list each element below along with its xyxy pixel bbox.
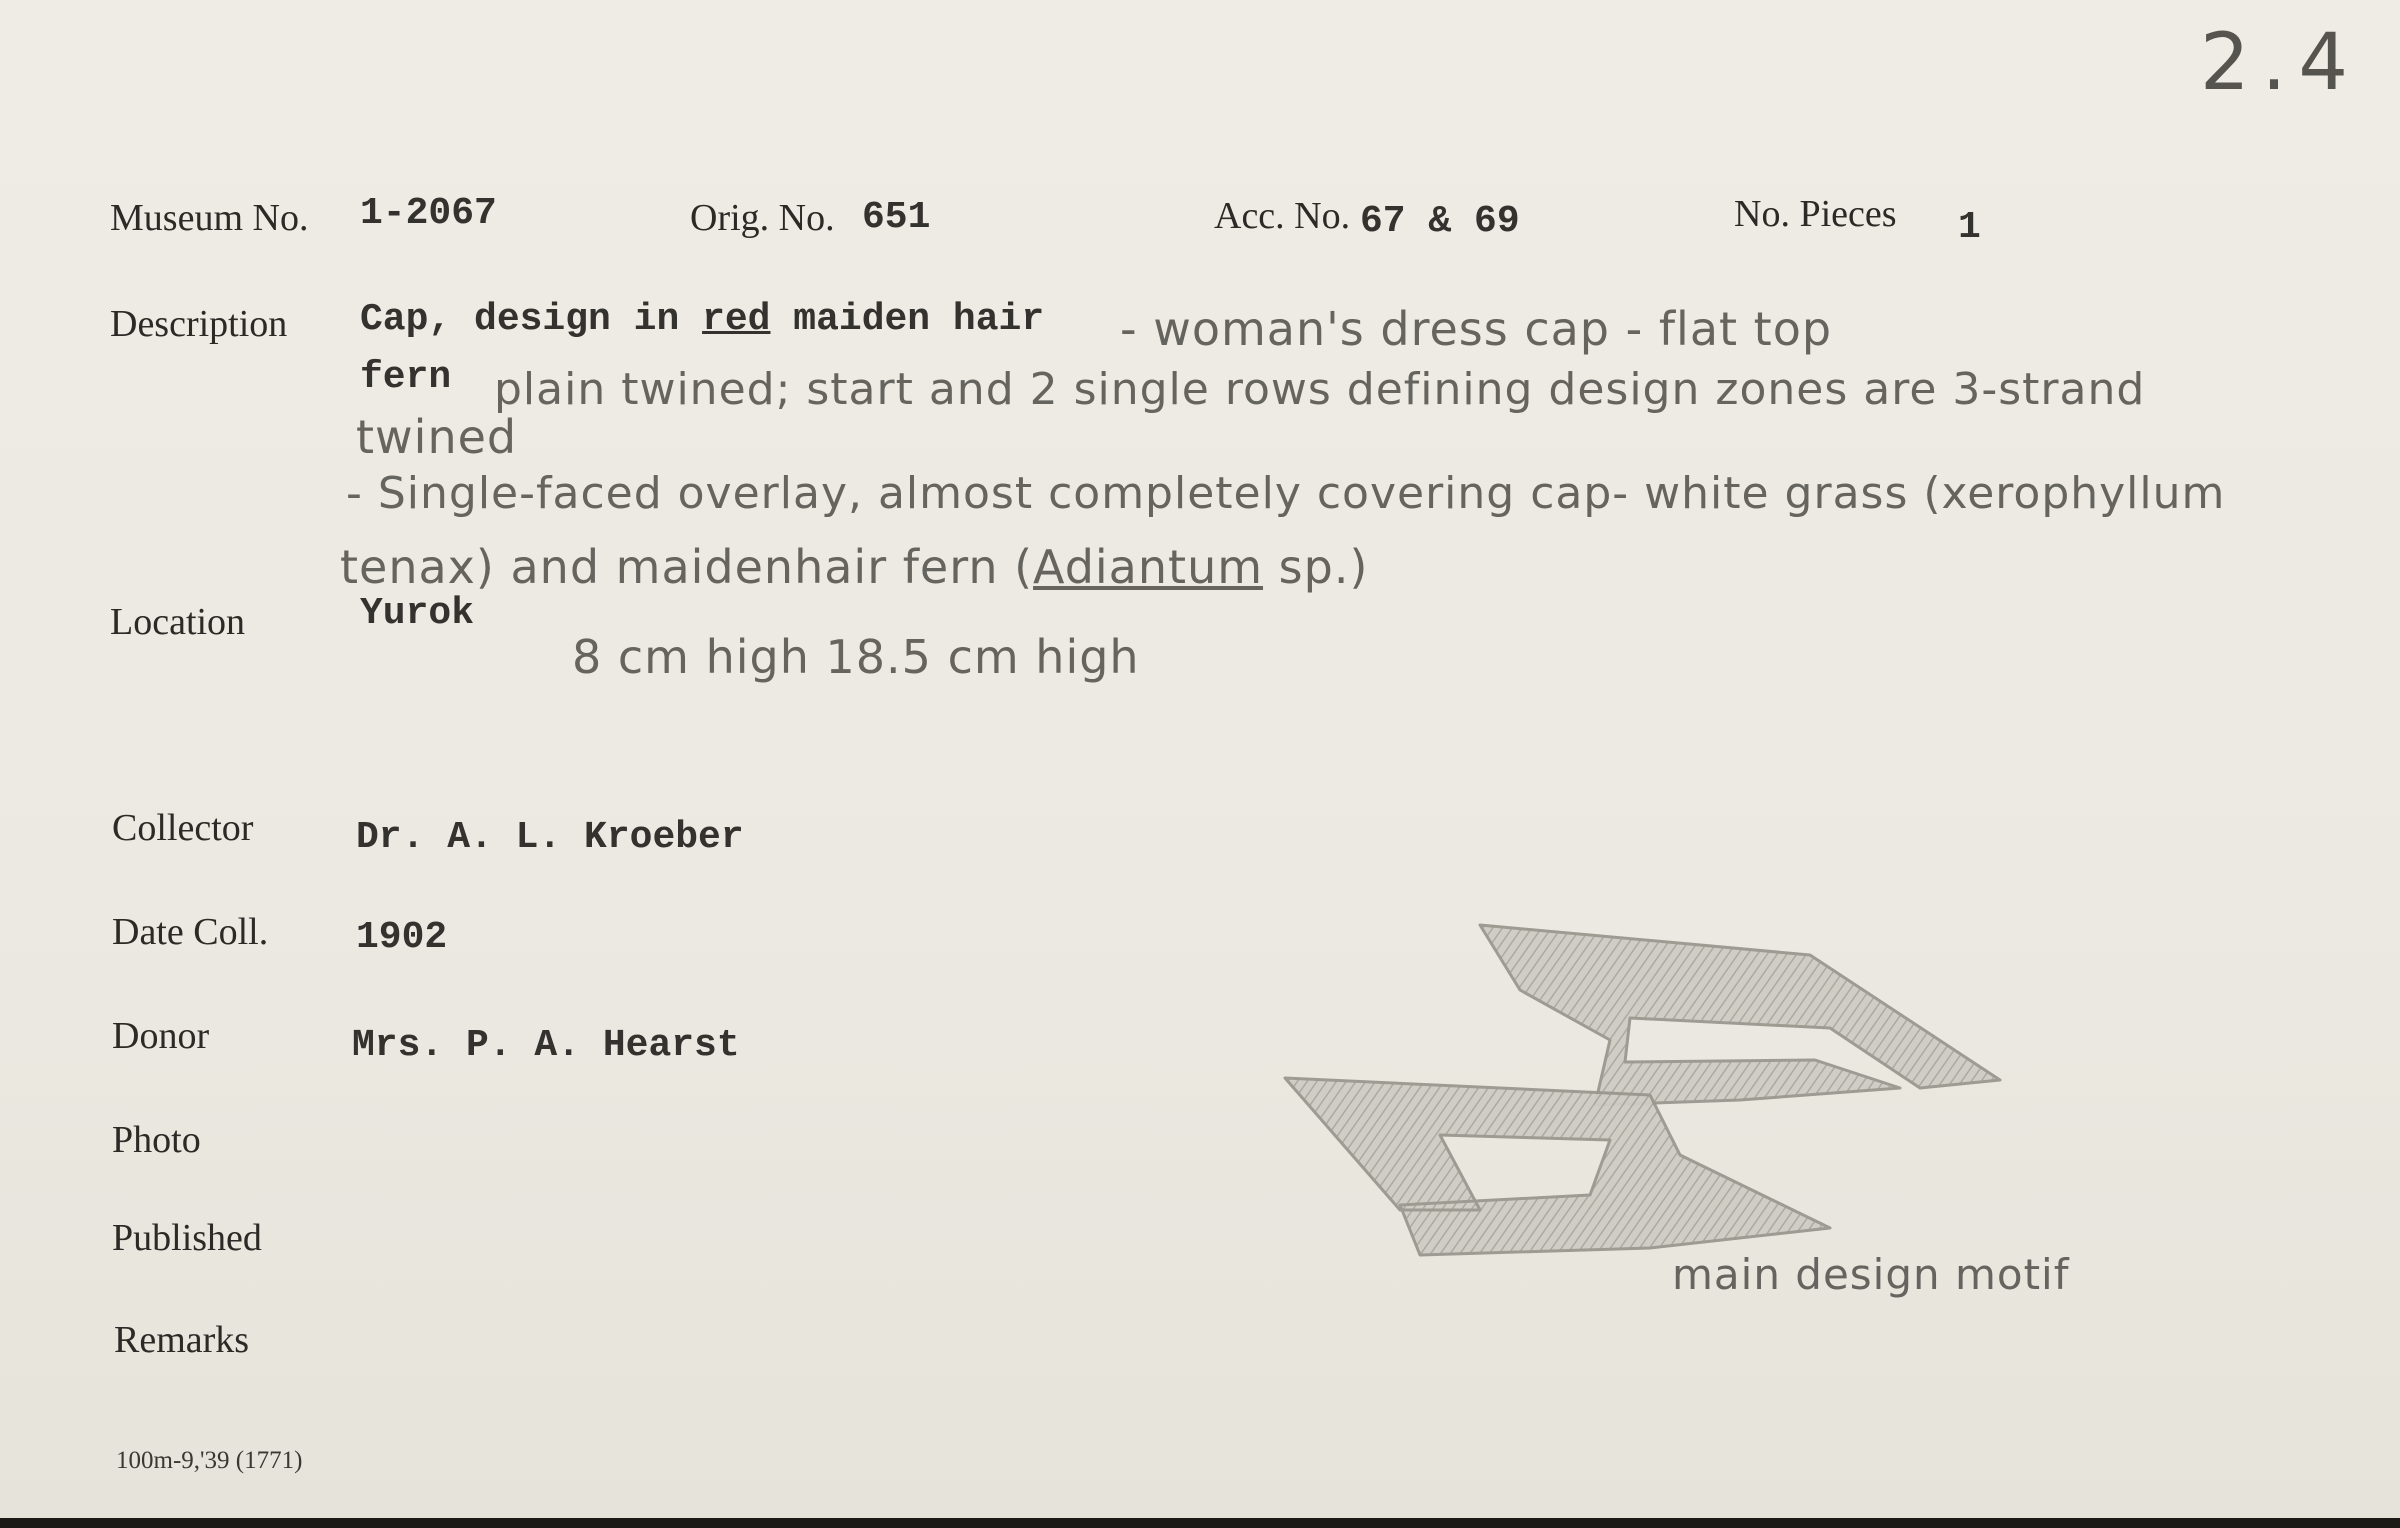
description-typed-line1-a: Cap, design in	[360, 298, 703, 341]
description-hand-line2: plain twined; start and 2 single rows defining design zones are 3-strand	[494, 364, 2146, 415]
collector-label: Collector	[112, 807, 254, 849]
description-hand-line5	[340, 540, 1368, 594]
description-hand-line4: - Single-faced overlay, almost completely covering cap- white grass (xerophyllum	[346, 468, 2226, 519]
description-label: Description	[110, 303, 288, 345]
description-hand-line1: - woman's dress cap - flat top	[1120, 302, 1833, 356]
date-coll-value: 1902	[356, 916, 448, 959]
donor-value: Mrs. P. A. Hearst	[352, 1024, 740, 1067]
description-hand-genus: Adiantum	[1033, 540, 1264, 594]
description-typed-red: red	[702, 298, 771, 341]
motif-caption: main design motif	[1672, 1250, 2070, 1299]
acc-no-value: 67 & 69	[1360, 200, 1520, 243]
footer-print-code: 100m-9,'39 (1771)	[116, 1447, 303, 1474]
design-motif-sketch	[1270, 910, 2030, 1280]
orig-no-value: 651	[862, 196, 931, 239]
date-coll-label: Date Coll.	[112, 911, 269, 953]
corner-number: 2.4	[2200, 18, 2361, 108]
collector-value: Dr. A. L. Kroeber	[356, 816, 744, 859]
motif-upper-arm	[1480, 925, 2000, 1105]
pieces-value: 1	[1958, 206, 1981, 249]
museum-no-value: 1-2067	[360, 192, 497, 235]
description-typed-line1	[360, 298, 1044, 341]
donor-label: Donor	[112, 1015, 210, 1057]
museum-no-label: Museum No.	[110, 197, 309, 239]
acc-no-label: Acc. No.	[1214, 195, 1351, 237]
motif-lower-arm	[1285, 1078, 1830, 1255]
location-hand-dimensions: 8 cm high 18.5 cm high	[572, 630, 1140, 684]
orig-no-label: Orig. No.	[690, 197, 835, 239]
remarks-label: Remarks	[114, 1319, 250, 1361]
description-typed-line1-b: maiden hair	[770, 298, 1045, 341]
description-hand-line5-a: tenax) and maidenhair fern (	[340, 540, 1034, 594]
description-typed-line2: fern	[360, 356, 452, 399]
description-hand-line5-b: sp.)	[1263, 540, 1369, 594]
description-hand-line3: twined	[356, 410, 518, 464]
location-label: Location	[110, 601, 246, 643]
pieces-label: No. Pieces	[1734, 193, 1897, 235]
published-label: Published	[112, 1217, 262, 1259]
location-value: Yurok	[360, 592, 475, 635]
photo-label: Photo	[112, 1119, 201, 1161]
